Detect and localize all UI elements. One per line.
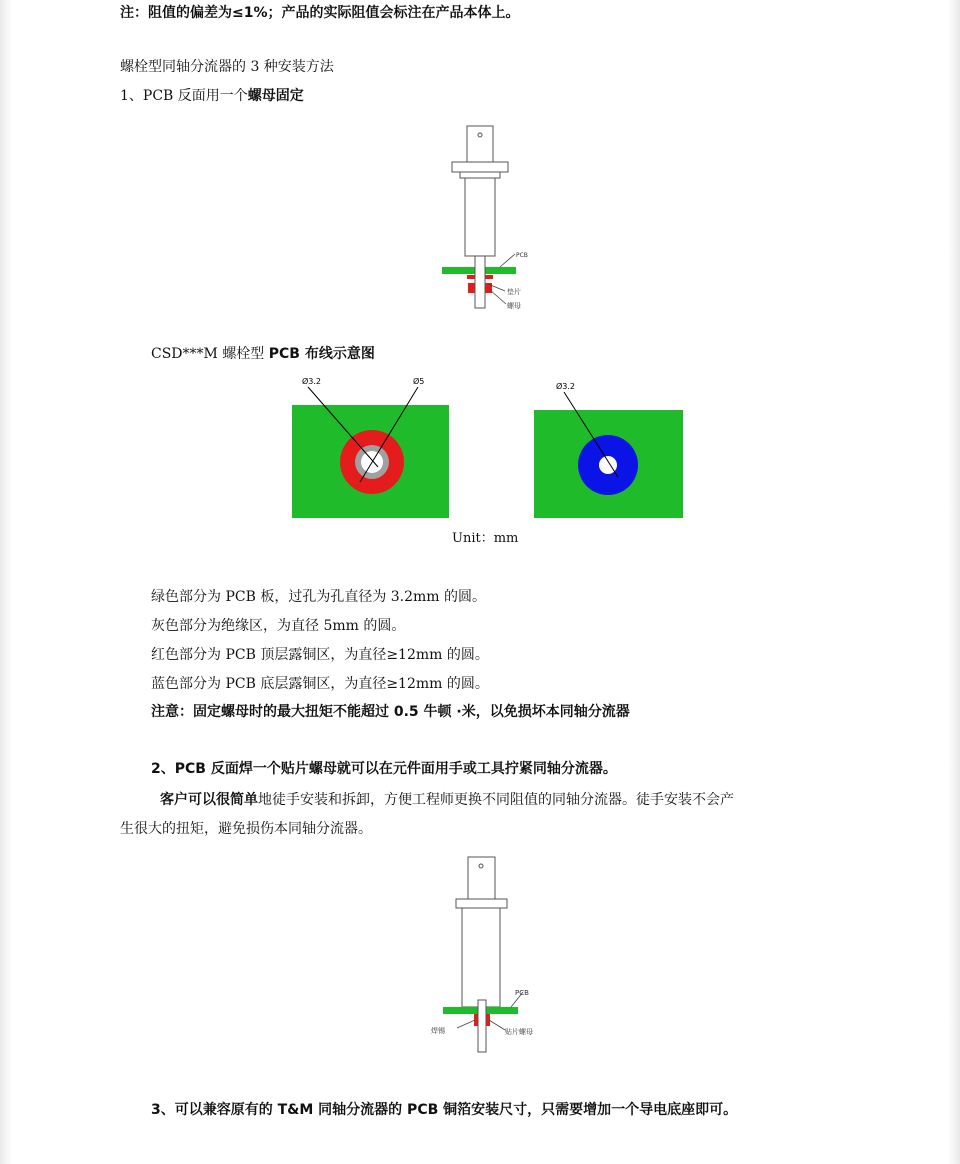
fig1-label-pcb: PCB xyxy=(516,252,528,259)
method2-para-rest: 地徒手安装和拆卸，方便工程师更换不同阻值的同轴分流器。徒手安装不会产 xyxy=(258,792,734,808)
pcb-layout-diagrams xyxy=(290,372,690,522)
method1-bold: 螺母固定 xyxy=(247,88,304,104)
fig1-label-nut: 螺母 xyxy=(507,302,521,310)
torque-note: 注意：固定螺母时的最大扭矩不能超过 0.5 牛顿 ·米，以免损坏本同轴分流器 xyxy=(151,704,630,720)
desc-line-2: 灰色部分为绝缘区，为直径 5mm 的圆。 xyxy=(151,618,406,634)
method2-para-line1 xyxy=(120,791,734,809)
intro-text: 螺栓型同轴分流器的 3 种安装方法 xyxy=(120,59,334,75)
method2-para-line2: 生很大的扭矩，避免损伤本同轴分流器。 xyxy=(120,821,372,837)
note-top: 注：阻值的偏差为≤1%；产品的实际阻值会标注在产品本体上。 xyxy=(120,5,520,21)
method1-title xyxy=(120,87,304,105)
page-edge-left xyxy=(0,0,12,1164)
figure-bolt-nut xyxy=(430,120,550,320)
desc-line-3: 红色部分为 PCB 顶层露铜区，为直径≥12mm 的圆。 xyxy=(151,647,489,663)
layout-caption-prefix: CSD***M 螺栓型 xyxy=(151,346,269,362)
dim-insulation: Ø5 xyxy=(413,377,425,386)
layout-caption-bold: PCB 布线示意图 xyxy=(268,346,375,362)
desc-line-1: 绿色部分为 PCB 板，过孔为孔直径为 3.2mm 的圆。 xyxy=(151,589,487,605)
fig2-label-smd-nut: 贴片螺母 xyxy=(505,1028,533,1036)
desc-line-4: 蓝色部分为 PCB 底层露铜区，为直径≥12mm 的圆。 xyxy=(151,676,489,692)
method3-title: 3、可以兼容原有的 T&M 同轴分流器的 PCB 铜箔安装尺寸，只需要增加一个导电底座即可。 xyxy=(151,1102,738,1118)
figure-smd-nut xyxy=(415,850,565,1060)
method2-para-bold: 客户可以很简单 xyxy=(160,792,258,808)
layout-caption xyxy=(151,345,375,363)
method1-prefix: 1、PCB 反面用一个 xyxy=(120,88,248,104)
dim-hole-right: Ø3.2 xyxy=(556,382,576,391)
page-edge-right xyxy=(948,0,960,1164)
fig2-label-pcb: PCB xyxy=(515,989,529,997)
method2-title: 2、PCB 反面焊一个贴片螺母就可以在元件面用手或工具拧紧同轴分流器。 xyxy=(151,761,617,777)
unit-label: Unit：mm xyxy=(452,531,519,546)
fig1-label-washer: 垫片 xyxy=(507,288,521,296)
fig2-label-solder: 焊锡 xyxy=(431,1027,445,1035)
dim-hole: Ø3.2 xyxy=(302,377,322,386)
